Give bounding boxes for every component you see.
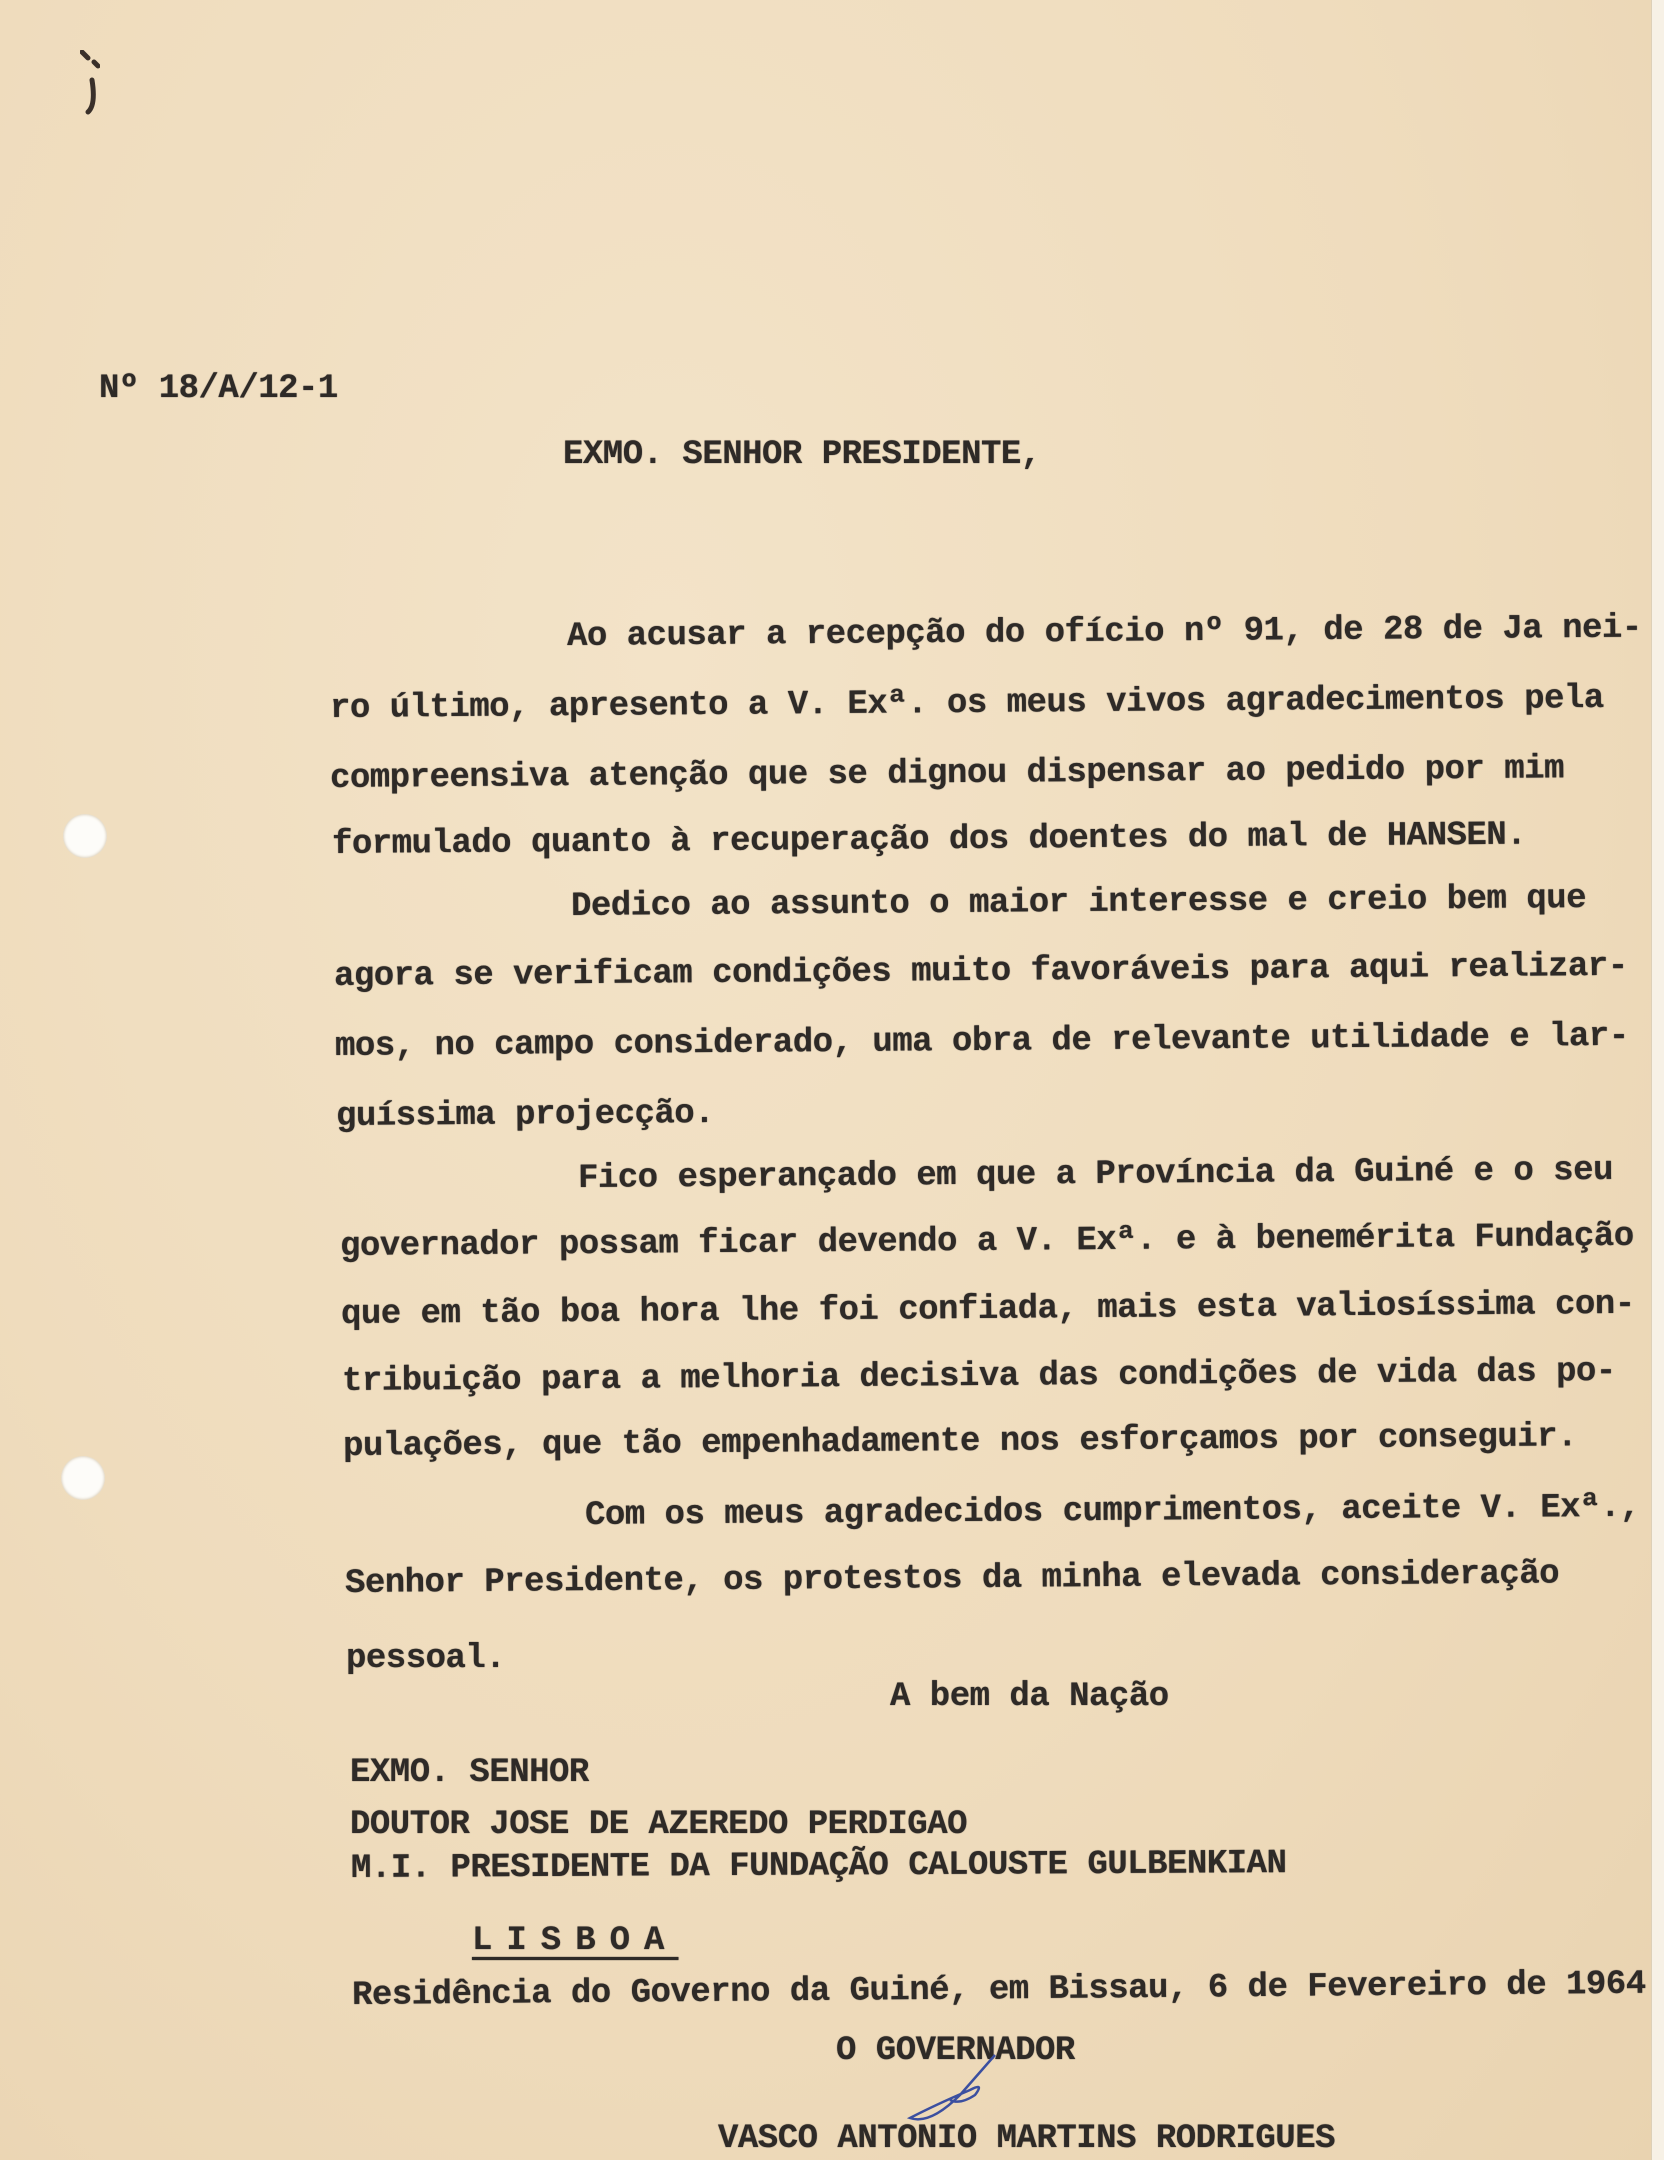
punch-hole — [63, 814, 107, 858]
body-line: agora se verificam condições muito favoráveis para aqui realizar- — [333, 947, 1628, 996]
addressee-line: M.I. PRESIDENTE DA FUNDAÇÃO CALOUSTE GULBENKIAN — [350, 1845, 1287, 1888]
punch-hole — [61, 1456, 105, 1500]
body-line: Dedico ao assunto o maior interesse e creio bem que — [570, 880, 1587, 926]
city: LISBOA — [472, 1922, 679, 1960]
page-edge — [1651, 0, 1664, 2160]
closing: A bem da Nação — [890, 1678, 1169, 1716]
handwritten-signature — [890, 2050, 1030, 2130]
body-line: governador possam ficar devendo a V. Exª. e à benemérita Fundação — [339, 1217, 1634, 1266]
body-line: pessoal. — [346, 1640, 506, 1678]
body-line: compreensiva atenção que se dignou dispensar ao pedido por mim — [329, 750, 1565, 798]
signatory-title: O GOVERNADOR — [836, 2032, 1075, 2070]
place-date: Residência do Governo da Guiné, em Bissau, 6 de Fevereiro de 1964 — [351, 1965, 1646, 2015]
body-line: mos, no campo considerado, uma obra de relevante utilidade e lar- — [334, 1017, 1629, 1066]
body-line: tribuição para a melhoria decisiva das condições de vida das po- — [341, 1352, 1616, 1401]
body-line: Ao acusar a recepção do ofício nº 91, de 28 de Ja nei- — [566, 609, 1642, 656]
body-line: Fico esperançado em que a Província da Guiné e o seu — [577, 1151, 1614, 1198]
body-line: Com os meus agradecidos cumprimentos, aceite V. Exª., — [584, 1488, 1641, 1535]
body-line: ro último, apresento a V. Exª. os meus vivos agradecimentos pela — [329, 679, 1604, 728]
body-line: que em tão boa hora lhe foi confiada, mais esta valiosíssima con- — [340, 1285, 1635, 1334]
body-line: formulado quanto à recuperação dos doentes do mal de HANSEN. — [331, 816, 1527, 864]
ink-mark — [80, 50, 100, 130]
signatory-name: VASCO ANTONIO MARTINS RODRIGUES — [718, 2120, 1336, 2158]
salutation: EXMO. SENHOR PRESIDENTE, — [563, 436, 1041, 474]
addressee-line: DOUTOR JOSE DE AZEREDO PERDIGAO — [350, 1806, 968, 1844]
addressee-line: EXMO. SENHOR — [350, 1754, 589, 1792]
body-line: guíssima projecção. — [335, 1095, 715, 1136]
body-line: pulações, que tão empenhadamente nos esforçamos por conseguir. — [342, 1418, 1578, 1466]
reference-number: Nº 18/A/12-1 — [99, 370, 338, 408]
body-line: Senhor Presidente, os protestos da minha elevada consideração — [344, 1555, 1560, 1603]
